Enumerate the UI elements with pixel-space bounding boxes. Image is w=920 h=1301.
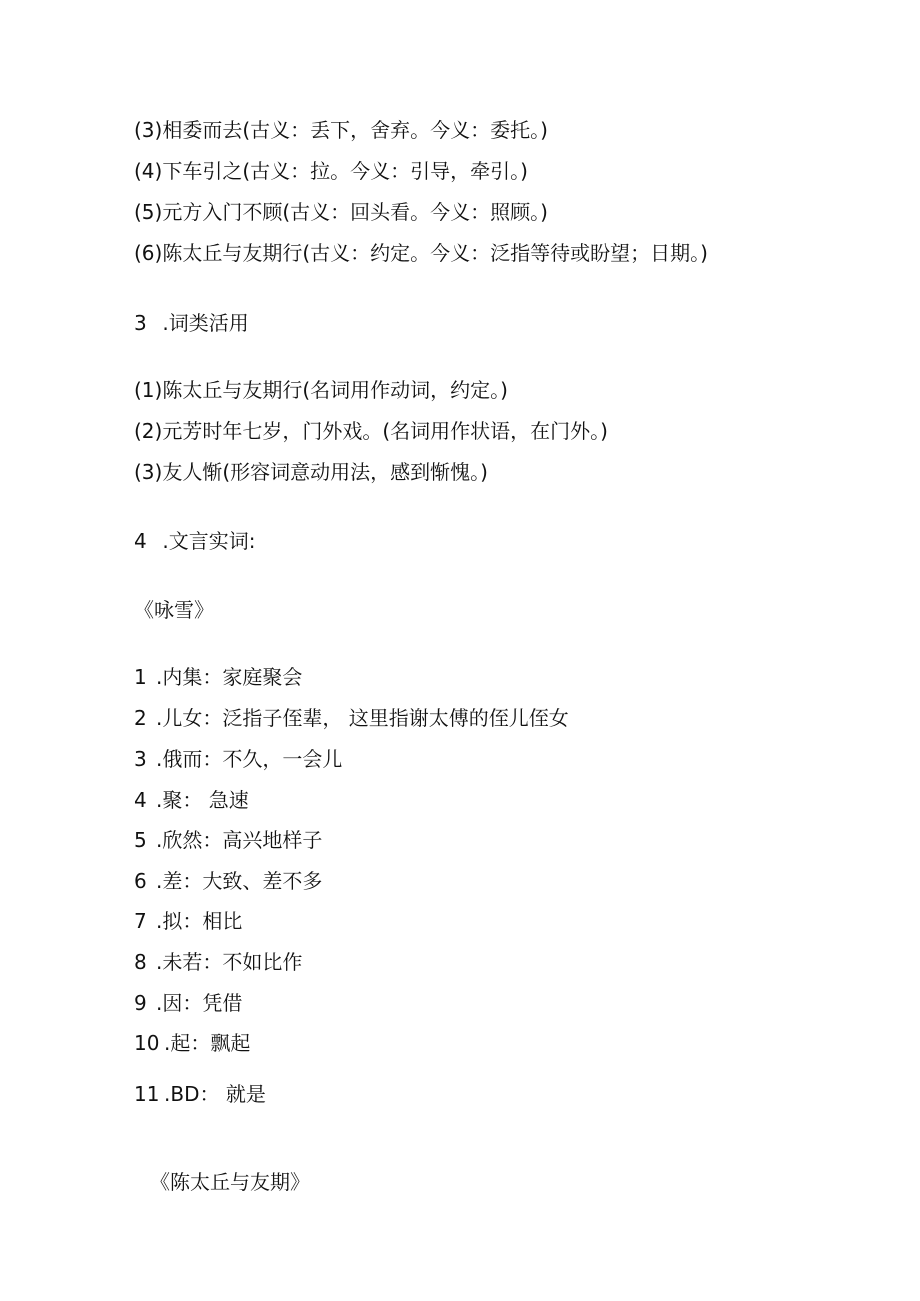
section-3-title: .词类活用 — [162, 311, 249, 335]
vocab-item-text: .差：大致、差不多 — [156, 869, 323, 893]
vocab-item-number: 8 — [134, 950, 147, 974]
vocab-item-number: 2 — [134, 706, 147, 730]
word-class-item-1: (1)陈太丘与友期行(名词用作动词，约定。) — [134, 378, 508, 402]
vocab-item-text: .因：凭借 — [156, 991, 243, 1015]
vocab-item-1 — [134, 663, 302, 691]
vocab-item-text: .内集：家庭聚会 — [156, 665, 303, 689]
meaning-item-6: (6)陈太丘与友期行(古义：约定。今义：泛指等待或盼望；日期。) — [134, 241, 708, 265]
section-4-number: 4 — [134, 529, 147, 553]
meaning-item-3: (3)相委而去(古义：丢下，舍弃。今义：委托。) — [134, 118, 548, 142]
vocab-item-text: .俄而：不久，一会儿 — [156, 747, 343, 771]
vocab-item-number: 1 — [134, 665, 147, 689]
vocab-item-number: 3 — [134, 747, 147, 771]
vocab-item-text: .欣然：高兴地样子 — [156, 828, 323, 852]
meaning-item-4: (4)下车引之(古义：拉。今义：引导，牵引。) — [134, 159, 528, 183]
vocab-item-text: .聚： 急速 — [156, 788, 249, 812]
vocab-item-7 — [134, 907, 242, 935]
vocab-item-2 — [134, 704, 569, 732]
chentaiqiu-title: 《陈太丘与友期》 — [150, 1170, 310, 1194]
vocab-item-text: .BD： 就是 — [164, 1082, 266, 1106]
vocab-item-8 — [134, 948, 302, 976]
vocab-item-number: 9 — [134, 991, 147, 1015]
word-class-item-2: (2)元芳时年七岁，门外戏。(名词用作状语，在门外。) — [134, 419, 608, 443]
vocab-item-text: .儿女：泛指子侄辈， 这里指谢太傅的侄儿侄女 — [156, 706, 569, 730]
word-class-item-3: (3)友人惭(形容词意动用法，感到惭愧。) — [134, 460, 488, 484]
vocab-item-number: 5 — [134, 828, 147, 852]
vocab-item-number: 4 — [134, 788, 147, 812]
yongxue-title: 《咏雪》 — [134, 598, 214, 622]
section-4-heading — [134, 527, 255, 555]
vocab-item-number: 7 — [134, 909, 147, 933]
vocab-item-3 — [134, 745, 342, 773]
vocab-item-number: 10 — [134, 1031, 160, 1055]
vocab-item-4 — [134, 786, 249, 814]
vocab-item-number: 11 — [134, 1082, 160, 1106]
section-4-title: .文言实词: — [162, 529, 256, 553]
vocab-item-5 — [134, 826, 322, 854]
vocab-item-9 — [134, 989, 242, 1017]
section-3-number: 3 — [134, 311, 147, 335]
section-3-heading — [134, 309, 249, 337]
vocab-item-6 — [134, 867, 322, 895]
vocab-item-text: .起：飘起 — [164, 1031, 251, 1055]
vocab-item-11 — [134, 1080, 266, 1108]
vocab-item-number: 6 — [134, 869, 147, 893]
vocab-item-10 — [134, 1029, 250, 1057]
vocab-item-text: .未若：不如比作 — [156, 950, 303, 974]
meaning-item-5: (5)元方入门不顾(古义：回头看。今义：照顾。) — [134, 200, 548, 224]
vocab-item-text: .拟：相比 — [156, 909, 243, 933]
